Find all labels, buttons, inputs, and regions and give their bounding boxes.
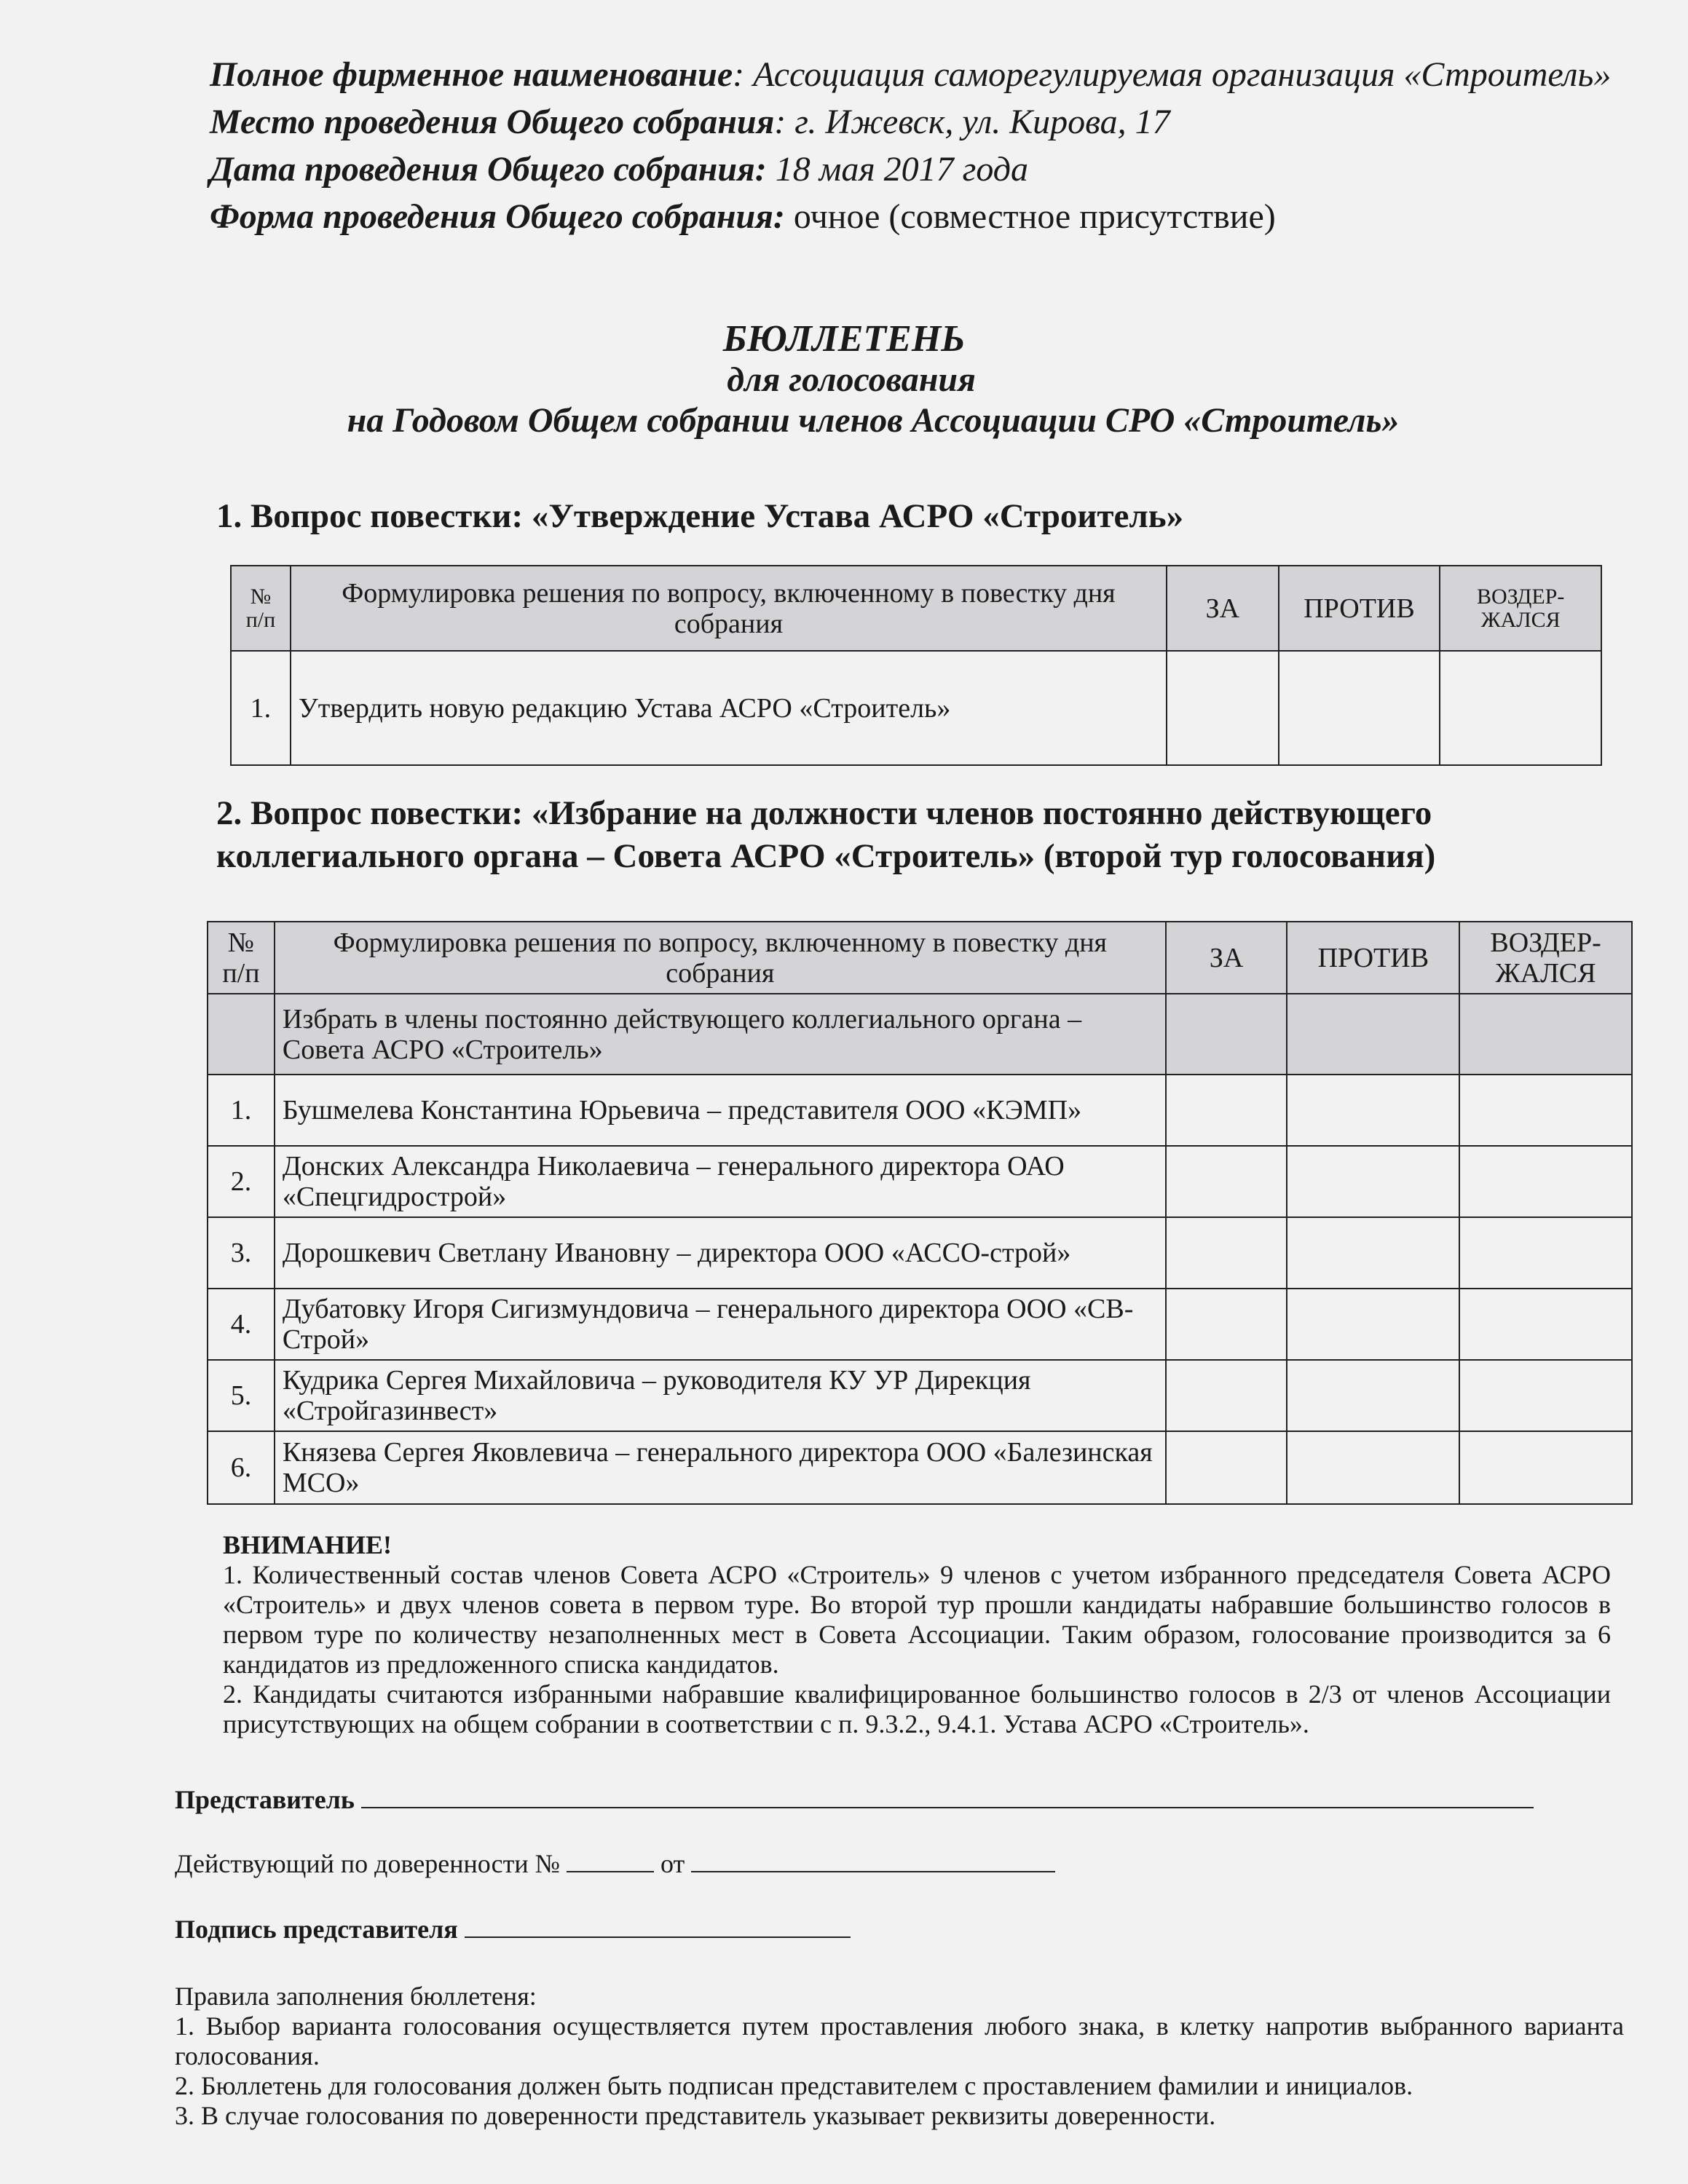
- title-line3: на Годовом Общем собрании членов Ассоциации СРО «Строитель»: [347, 401, 1400, 440]
- vote-for-cell[interactable]: [1166, 1217, 1287, 1289]
- representative-label: Представитель: [175, 1785, 355, 1814]
- row-num: 5.: [208, 1360, 275, 1431]
- vote-for-cell[interactable]: [1166, 1146, 1287, 1217]
- row-num: 2.: [208, 1146, 275, 1217]
- col-for: ЗА: [1166, 922, 1287, 994]
- representative-field[interactable]: [361, 1784, 1534, 1808]
- row-text: Князева Сергея Яковлевича – генерального директора ООО «Балезинская МСО»: [275, 1431, 1166, 1504]
- signature-block: [175, 1784, 1617, 1980]
- form-value: очное (совместное присутствие): [784, 197, 1276, 236]
- date-label: Дата проведения Общего собрания:: [210, 150, 767, 189]
- table-row: [208, 1431, 1632, 1504]
- title-line2: для голосования: [727, 360, 976, 399]
- vote-for-cell[interactable]: [1166, 1431, 1287, 1504]
- title-line1: БЮЛЛЕТЕНЬ: [722, 318, 966, 360]
- vote-against-cell[interactable]: [1287, 1431, 1459, 1504]
- proxy-number-field[interactable]: [567, 1848, 654, 1872]
- place-label: Место проведения Общего собрания: [210, 103, 775, 141]
- row-text: Дубатовку Игоря Сигизмундовича – генерального директора ООО «СВ-Строй»: [275, 1289, 1166, 1360]
- notice-heading: ВНИМАНИЕ!: [223, 1530, 392, 1559]
- vote-against-cell[interactable]: [1287, 1146, 1459, 1217]
- sign-row: [175, 1913, 1617, 1980]
- form-label: Форма проведения Общего собрания:: [210, 197, 785, 236]
- rule-1: 1. Выбор варианта голосования осуществляется путем проставления любого знака, в клетку напротив выбранного варианта голосования.: [175, 2011, 1624, 2070]
- row-num: 6.: [208, 1431, 275, 1504]
- question2-table: [207, 921, 1633, 1505]
- vote-abstain-cell[interactable]: [1459, 1075, 1632, 1146]
- vote-against-cell[interactable]: [1279, 651, 1440, 765]
- row-num: 1.: [231, 651, 291, 765]
- sign-label: Подпись представителя: [175, 1915, 458, 1944]
- document-header: [210, 51, 1637, 240]
- vote-abstain-cell[interactable]: [1440, 651, 1601, 765]
- col-abstain: ВОЗДЕР-ЖАЛСЯ: [1459, 922, 1632, 994]
- proxy-label: Действующий по доверенности №: [175, 1849, 560, 1878]
- vote-for-cell[interactable]: [1166, 1289, 1287, 1360]
- name-value: : Ассоциация саморегулируемая организация «Строитель»: [733, 55, 1612, 94]
- row-text: Кудрика Сергея Михайловича – руководителя КУ УР Дирекция «Стройгазинвест»: [275, 1360, 1166, 1431]
- table-row: [208, 1217, 1632, 1289]
- proxy-from-label: от: [660, 1849, 685, 1878]
- vote-abstain-cell[interactable]: [1459, 1360, 1632, 1431]
- vote-abstain-cell[interactable]: [1459, 1146, 1632, 1217]
- notice-block: [223, 1530, 1611, 1739]
- col-num: № п/п: [231, 566, 291, 651]
- table-row: [208, 1146, 1632, 1217]
- subheader: Избрать в члены постоянно действующего коллегиального органа – Совета АСРО «Строитель»: [275, 994, 1166, 1075]
- row-num: 3.: [208, 1217, 275, 1289]
- vote-abstain-cell[interactable]: [1459, 1431, 1632, 1504]
- vote-against-cell[interactable]: [1287, 1075, 1459, 1146]
- vote-for-cell[interactable]: [1166, 1360, 1287, 1431]
- empty-cell: [1166, 994, 1287, 1075]
- vote-for-cell[interactable]: [1166, 1075, 1287, 1146]
- empty-cell: [1287, 994, 1459, 1075]
- vote-abstain-cell[interactable]: [1459, 1217, 1632, 1289]
- rule-3: 3. В случае голосования по доверенности представитель указывает реквизиты доверенности.: [175, 2101, 1216, 2130]
- ballot-title: [0, 319, 1688, 441]
- row-num: 4.: [208, 1289, 275, 1360]
- row-text: Донских Александра Николаевича – генерального директора ОАО «Спецгидрострой»: [275, 1146, 1166, 1217]
- vote-for-cell[interactable]: [1167, 651, 1279, 765]
- proxy-row: [175, 1848, 1617, 1913]
- col-against: ПРОТИВ: [1279, 566, 1440, 651]
- vote-against-cell[interactable]: [1287, 1360, 1459, 1431]
- place-value: : г. Ижевск, ул. Кирова, 17: [774, 103, 1170, 141]
- row-text: Утвердить новую редакцию Устава АСРО «Строитель»: [291, 651, 1167, 765]
- table-row: [208, 1075, 1632, 1146]
- col-abstain: ВОЗДЕР-ЖАЛСЯ: [1440, 566, 1601, 651]
- empty-cell: [208, 994, 275, 1075]
- table-row: [208, 1289, 1632, 1360]
- representative-row: [175, 1784, 1617, 1848]
- col-wording: Формулировка решения по вопросу, включенному в повестку дня собрания: [291, 566, 1167, 651]
- row-text: Дорошкевич Светлану Ивановну – директора ООО «АССО-строй»: [275, 1217, 1166, 1289]
- vote-abstain-cell[interactable]: [1459, 1289, 1632, 1360]
- table-row: [208, 1360, 1632, 1431]
- question2-heading: 2. Вопрос повестки: «Избрание на должности членов постоянно действующего коллегиального органа – Совета АСРО «Строитель» (второй тур голосования): [216, 794, 1436, 875]
- date-value: 18 мая 2017 года: [766, 150, 1029, 189]
- rules-block: [175, 1982, 1624, 2131]
- signature-field[interactable]: [465, 1913, 851, 1938]
- col-wording: Формулировка решения по вопросу, включенному в повестку дня собрания: [275, 922, 1166, 994]
- question1-table: [230, 565, 1602, 766]
- col-for: ЗА: [1167, 566, 1279, 651]
- row-text: Бушмелева Константина Юрьевича – представителя ООО «КЭМП»: [275, 1075, 1166, 1146]
- row-num: 1.: [208, 1075, 275, 1146]
- table-row: [231, 651, 1601, 765]
- vote-against-cell[interactable]: [1287, 1217, 1459, 1289]
- col-against: ПРОТИВ: [1287, 922, 1459, 994]
- notice-paragraph-2: 2. Кандидаты считаются избранными набравшие квалифицированное большинство голосов в 2/3 от членов Ассоциации присутствующих на общем собрании в соответствии с п. 9.3.2., 9.4.1. Устава АСРО «Строитель».: [223, 1679, 1611, 1738]
- col-num: № п/п: [208, 922, 275, 994]
- proxy-date-field[interactable]: [691, 1848, 1055, 1872]
- question1-heading: 1. Вопрос повестки: «Утверждение Устава АСРО «Строитель»: [216, 497, 1184, 535]
- name-label: Полное фирменное наименование: [210, 55, 733, 94]
- notice-paragraph-1: 1. Количественный состав членов Совета АСРО «Строитель» 9 членов с учетом избранного председателя Совета АСРО «Строитель» и двух членов совета в первом туре. Во второй тур прошли кандидаты набравшие большинство голосов в первом туре по количеству незаполненных мест в Совета Ассоциации. Таким образом, голосование производится за 6 кандидатов из предложенного списка кандидатов.: [223, 1560, 1611, 1679]
- vote-against-cell[interactable]: [1287, 1289, 1459, 1360]
- rules-heading: Правила заполнения бюллетеня:: [175, 1982, 537, 2011]
- empty-cell: [1459, 994, 1632, 1075]
- rule-2: 2. Бюллетень для голосования должен быть подписан представителем с проставлением фамилии и инициалов.: [175, 2071, 1413, 2100]
